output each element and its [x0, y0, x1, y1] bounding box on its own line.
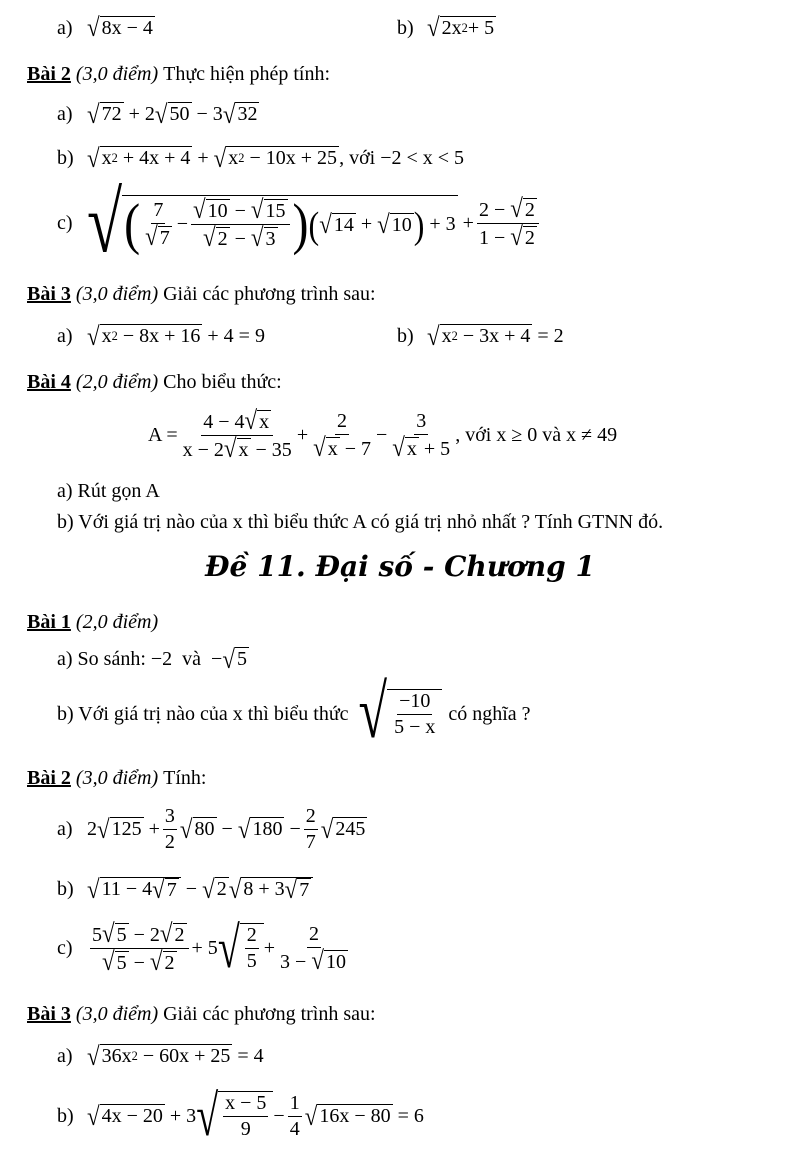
- math-expression: √ $\frac{-10}{5 - x}$: [359, 688, 443, 740]
- math-expression: √ ( $\frac{7}{√ 7}$ − $\frac{√ 10 - √ 15}{√ 2 - √ 3}$ ) ( √ 14 + √ 10 ) + 3 + $\frac{2 - √ 2}{1 - √ 2}$: [87, 191, 542, 255]
- prev-exercise-row-b: [397, 12, 496, 44]
- exercise-heading: Bài 1 (2,0 điểm): [27, 610, 159, 633]
- exercise-item: b) √ 11 − 4 √ 7 − √ 2 √ 8 + 3 √ 7: [57, 873, 313, 905]
- exercise-heading: Bài 4 (2,0 điểm) Cho biểu thức:: [27, 370, 282, 393]
- exercise-item: a) So sánh: −2 và − √ 5: [57, 644, 247, 674]
- exercise-item: a) √ 72 + 2 √ 50 − 3 √ 32: [57, 99, 258, 129]
- exercise-item: c) $\frac{5√ 5 - 2√ 2}{√ 5 - √ 2}$ + 5 √ $\frac{2}{5}$ + $\frac{2}{3 - √ 10}$: [57, 917, 353, 979]
- exercise-item: a) 2 √ 125 + $\frac{3}{2}$ √ 80 − √ 180 − $\frac{2}{7}$ √ 245: [57, 804, 366, 853]
- exercise-item: c) √ ( $\frac{7}{√ 7}$ − $\frac{√ 10 - √ 15}{√ 2 - √ 3}$ ) ( √ 14 + √ 10 ) + 3 + $\frac{2 - √ 2}{1 - √ 2}$: [57, 188, 542, 258]
- exercise-item: b) Với giá trị nào của x thì biểu thức √ $\frac{-10}{5 - x}$ có nghĩa ?: [57, 671, 531, 755]
- math-display: A = $\frac{4 - 4√ x}{x - 2√ x - 35}$ + $\frac{2}{√ x - 7}$ − $\frac{3}{√ x + 5}$ , với x ≥ 0 và x ≠ 49: [148, 405, 618, 463]
- exercise-heading: Bài 3 (3,0 điểm) Giải các phương trình sau:: [27, 1002, 376, 1025]
- math-expression: $\frac{5√ 5 - 2√ 2}{√ 5 - √ 2}$ + 5 √ $\frac{2}{5}$ + $\frac{2}{3 - √ 10}$: [92, 914, 346, 980]
- exercise-heading: Bài 3 (3,0 điểm) Giải các phương trình sau:: [27, 282, 376, 305]
- item-label: a): [57, 16, 73, 39]
- exercise-item: b) Với giá trị nào của x thì biểu thức A có giá trị nhỏ nhất ? Tính GTNN đó.: [57, 510, 664, 533]
- exercise-heading: Bài 2 (3,0 điểm) Tính:: [27, 766, 207, 789]
- exercise-item: b) √ x 2 − 3x + 4 = 2: [397, 321, 564, 351]
- math-expression: A = $\frac{4 - 4√ x}{x - 2√ x - 35}$ + $\frac{2}{√ x - 7}$ − $\frac{3}{√ x + 5}$: [148, 405, 451, 463]
- math-expression: −2 và − √ 5: [145, 644, 247, 674]
- math-expression: √ x 2 − 3x + 4 = 2: [427, 321, 564, 351]
- math-expression: √ 2x 2 + 5: [427, 13, 495, 42]
- prev-exercise-row: [57, 12, 155, 44]
- math-expression: √ 11 − 4 √ 7 − √ 2 √ 8 + 3 √ 7: [87, 877, 313, 902]
- exercise-item: a) √ x 2 − 8x + 16 + 4 = 9: [57, 321, 265, 351]
- page-title: Đề 11. Đại số - Chương 1: [205, 550, 595, 583]
- math-expression: √ 8x − 4: [87, 13, 153, 42]
- exercise-item: a) Rút gọn A: [57, 479, 160, 502]
- math-expression: √ 36x 2 − 60x + 25 = 4: [87, 1041, 264, 1071]
- exercise-item: a) √ 36x 2 − 60x + 25 = 4: [57, 1041, 264, 1071]
- exercise-item: b) √ 4x − 20 + 3 √ $\frac{x - 5}{9}$ − $\frac{1}{4}$ √ 16x − 80 = 6: [57, 1082, 424, 1148]
- item-label: b): [397, 16, 414, 39]
- math-expression: √ x 2 − 8x + 16 + 4 = 9: [87, 321, 265, 351]
- math-expression: √ 4x − 20 + 3 √ $\frac{x - 5}{9}$ − $\frac{1}{4}$ √ 16x − 80 = 6: [87, 1082, 424, 1148]
- math-expression: 2 √ 125 + $\frac{3}{2}$ √ 80 − √ 180 − $\frac{2}{7}$ √ 245: [87, 804, 366, 853]
- exercise-heading: Bài 2 (3,0 điểm) Thực hiện phép tính:: [27, 62, 331, 85]
- math-expression: √ 72 + 2 √ 50 − 3 √ 32: [87, 99, 258, 129]
- exercise-item: b) √ x 2 + 4x + 4 + √ x 2 − 10x + 25 , với −2 < x < 5: [57, 143, 465, 173]
- math-expression: √ x 2 + 4x + 4 + √ x 2 − 10x + 25: [87, 143, 338, 173]
